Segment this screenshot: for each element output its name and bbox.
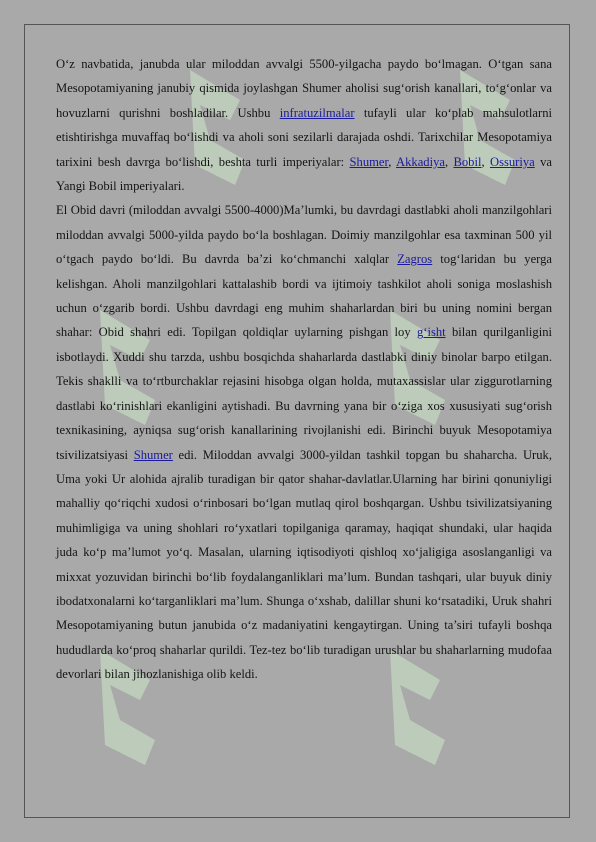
- inline-link[interactable]: Ossuriya: [489, 154, 535, 169]
- text-run: O‘z navbatida, janubda ular miloddan avvalgi 5500-yilgacha paydo bo‘lmagan. O‘tgan sana Mesopotamiyaning janubiy qismida joylashgan Shumer aholisi sug‘orish kanallari, to‘g‘onlar va hovuzlarni qurishni boshladilar. Ushbu: [56, 57, 552, 120]
- inline-link[interactable]: Zagros: [397, 252, 433, 267]
- text-run: va Yangi Bobil imperiyalari.: [56, 154, 552, 194]
- text-run: bilan qurilganligini isbotlaydi. Xuddi shu tarzda, ushbu bosqichda shaharlarda dastlabki diniy binolar barpo etilgan. Tekis shaklli va to‘rtburchaklar rejasini hisobga olgan holda, mutaxassislar ular ziggurotlarning dastlabi ko‘rinishlari ekanligini aytishadi. Bu davrning yana bir o‘ziga xos xususiyati sug‘orish texnikasining, ayniqsa sug‘orish kanallarining rivojlanishi edi. Birinchi buyuk Mesopotamiya tsivilizatsiyasi: [56, 325, 552, 462]
- inline-link[interactable]: Akkadiya: [396, 154, 445, 169]
- inline-link[interactable]: infratuzilmalar: [279, 105, 355, 120]
- text-run: ,: [444, 154, 454, 169]
- inline-link[interactable]: Shumer: [133, 447, 173, 462]
- text-run: ,: [388, 154, 397, 169]
- inline-link[interactable]: Shumer: [349, 154, 389, 169]
- text-run: edi. Miloddan avvalgi 3000-yildan tashkil topgan bu shaharcha. Uruk, Uma yoki Ur alohida ajralib turadigan bir qator shahar-davlatlar.Ularning har birini qonuniyligi mahalliy qo‘riqchi xudosi o‘rinbosari bo‘lgan mutlaq qirol boshqargan. Ushbu tsivilizatsiyaning muhimligiga va uning shohlari ro‘yxatlari topilganiga qaramay, haqiqat shundaki, ular haqida juda ko‘p ma’lumot yo‘q. Masalan, ularning iqtisodiyoti qishloq xo‘jaligiga asoslanganligi va mixxat yozuvidan birinchi bo‘lib foydalanganliklari ma’lum. Bundan tashqari, ular buyuk diniy ibodatxonalarni ko‘targanliklari ma’lum. Shunga o‘xshab, dalillar shuni ko‘rsatadiki, Uruk shahri Mesopotamiyaning butun janubida o‘z madaniyatini kengaytirgan. Uning ta’siri tufayli boshqa hududlarda ko‘proq shaharlar qurildi. Tez-tez bo‘lib turadigan urushlar bu shaharlarning mudofaa devorlari bilan jihozlanishiga olib keldi.: [56, 447, 552, 682]
- paragraph-1: [56, 52, 552, 198]
- document-body: [56, 52, 552, 687]
- text-run: tufayli ular ko‘plab mahsulotlarni etishtirishga muvaffaq bo‘lishdi va aholi soni sezilarli darajada oshdi. Tarixchilar Mesopotamiya tarixini besh davrga bo‘lishdi, beshta turli imperiyalar:: [56, 105, 552, 169]
- inline-link[interactable]: Bobil: [453, 154, 482, 169]
- text-run: ,: [481, 154, 490, 169]
- text-run: El Obid davri (miloddan avvalgi 5500-4000)Ma’lumki, bu davrdagi dastlabki aholi manzilgohlari miloddan avvalgi 5000-yilda paydo bo‘la boshlagan. Doimiy manzilgohlar esa taxminan 500 yil o‘tgach paydo bo‘ldi. Bu davrda ba’zi ko‘chmanchi xalqlar: [56, 203, 552, 267]
- inline-link[interactable]: g‘isht: [416, 325, 446, 340]
- text-run: tog‘laridan bu yerga kelishgan. Aholi manzilgohlari kattalashib bordi va ijtimoiy tashkilot aholi soniga moslashish uchun o‘zgarib bordi. Ushbu davrdagi eng muhim shaharlardan biri bu uning nomini bergan shahar: Obid shahri edi. Topilgan qoldiqlar uylarning pishgan loy: [56, 252, 553, 340]
- paragraph-2: [56, 198, 552, 686]
